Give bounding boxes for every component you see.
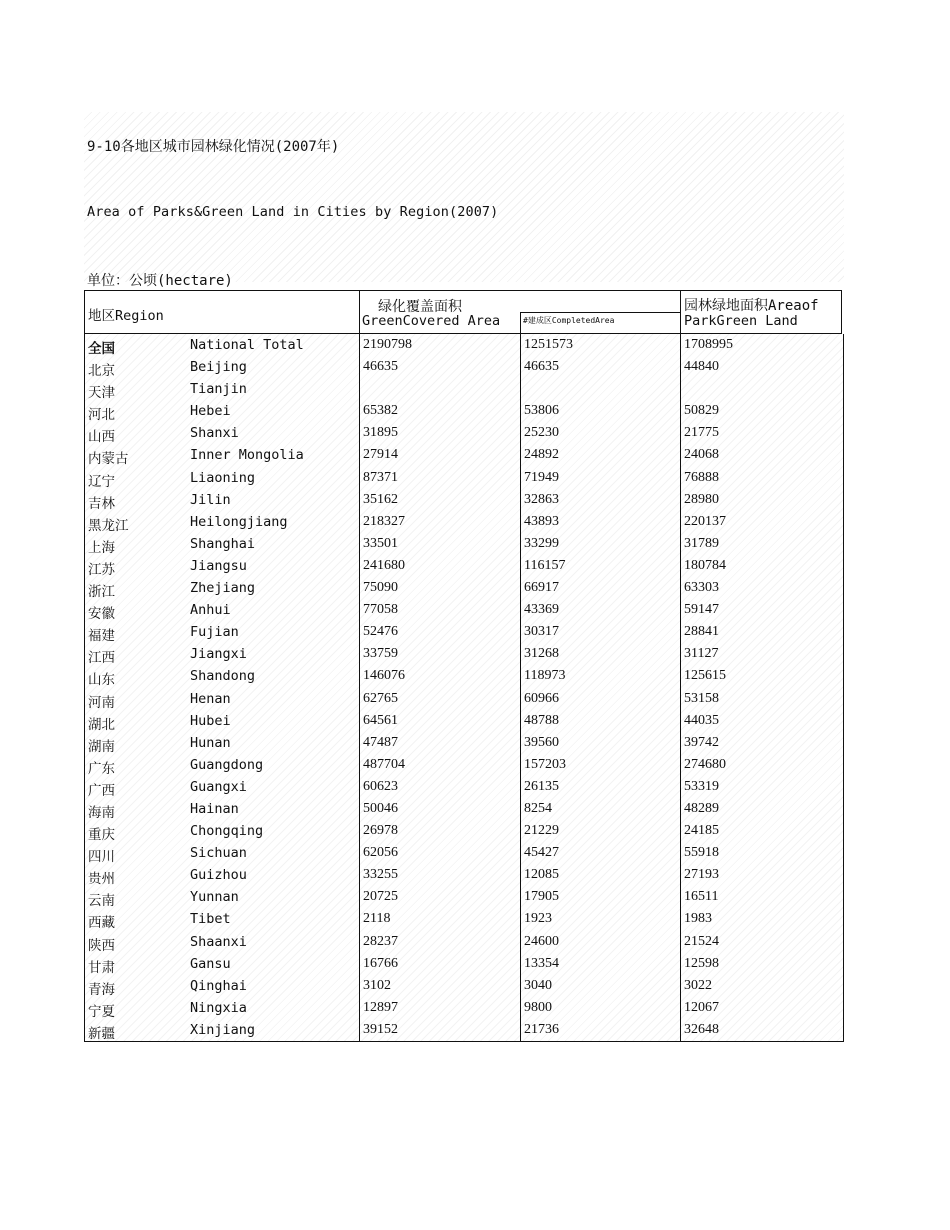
park-green-land-value: 44840 bbox=[684, 359, 719, 375]
park-green-land-value: 32648 bbox=[684, 1021, 719, 1037]
completed-area-value: 66917 bbox=[524, 580, 559, 596]
region-name-cn: 海南 bbox=[88, 804, 115, 821]
park-green-land-value: 55918 bbox=[684, 845, 719, 861]
region-name-cn: 福建 bbox=[88, 628, 115, 645]
region-name-en: National Total bbox=[190, 337, 304, 353]
park-green-land-value: 1708995 bbox=[684, 337, 733, 352]
green-covered-area-value: 33255 bbox=[363, 867, 398, 883]
header-park-area-line1: 园林绿地面积Areaof bbox=[684, 298, 819, 314]
park-green-land-value: 31127 bbox=[684, 646, 719, 662]
completed-area-value: 8254 bbox=[524, 800, 552, 816]
table-rows bbox=[84, 334, 842, 1041]
region-name-cn: 山西 bbox=[88, 429, 115, 446]
table-row bbox=[84, 334, 842, 356]
completed-area-value: 12085 bbox=[524, 867, 559, 883]
region-name-cn: 西藏 bbox=[88, 915, 115, 932]
table-row bbox=[84, 444, 842, 466]
completed-area-value: 21229 bbox=[524, 823, 559, 839]
region-name-en: Ningxia bbox=[190, 999, 247, 1016]
green-covered-area-value: 31895 bbox=[363, 425, 398, 441]
completed-area-value: 157203 bbox=[524, 756, 566, 772]
region-name-cn: 上海 bbox=[88, 539, 115, 556]
completed-area-value: 60966 bbox=[524, 690, 559, 706]
table-row bbox=[84, 1019, 842, 1041]
completed-area-value: 17905 bbox=[524, 889, 559, 905]
park-green-land-value: 21524 bbox=[684, 933, 719, 949]
region-name-cn: 北京 bbox=[88, 363, 115, 380]
region-name-en: Heilongjiang bbox=[190, 513, 288, 530]
region-name-en: Hunan bbox=[190, 734, 231, 751]
table-row bbox=[84, 665, 842, 687]
region-name-cn: 宁夏 bbox=[88, 1003, 115, 1020]
region-name-en: Chongqing bbox=[190, 823, 264, 840]
table-row bbox=[84, 710, 842, 732]
region-name-en: Yunnan bbox=[190, 889, 239, 906]
region-name-en: Shanghai bbox=[190, 535, 256, 552]
table-row bbox=[84, 997, 842, 1019]
green-covered-area-value: 33501 bbox=[363, 535, 398, 551]
table-title-english: Area of Parks&Green Land in Cities by Region(2007) bbox=[87, 204, 499, 220]
region-name-en: Sichuan bbox=[190, 845, 247, 862]
table-row bbox=[84, 378, 842, 400]
region-name-cn: 甘肃 bbox=[88, 959, 115, 976]
park-green-land-value: 12598 bbox=[684, 955, 719, 971]
table-row bbox=[84, 776, 842, 798]
region-name-cn: 贵州 bbox=[88, 871, 115, 888]
green-covered-area-value: 12897 bbox=[363, 999, 398, 1015]
region-name-cn: 湖北 bbox=[88, 716, 115, 733]
green-covered-area-value: 75090 bbox=[363, 580, 398, 596]
completed-area-value: 46635 bbox=[524, 359, 559, 375]
region-name-cn: 浙江 bbox=[88, 584, 115, 601]
table-row bbox=[84, 886, 842, 908]
green-covered-area-value: 52476 bbox=[363, 624, 398, 640]
table-row bbox=[84, 732, 842, 754]
green-covered-area-value: 35162 bbox=[363, 491, 398, 507]
table-row bbox=[84, 908, 842, 930]
green-covered-area-value: 39152 bbox=[363, 1021, 398, 1037]
region-name-cn: 天津 bbox=[88, 385, 115, 402]
region-name-en: Jilin bbox=[190, 491, 231, 508]
table-row bbox=[84, 400, 842, 422]
region-name-en: Guangdong bbox=[190, 756, 264, 773]
region-name-cn: 河南 bbox=[88, 694, 115, 711]
region-name-cn: 山东 bbox=[88, 672, 115, 689]
completed-area-value: 32863 bbox=[524, 491, 559, 507]
region-name-cn: 云南 bbox=[88, 893, 115, 910]
region-name-en: Guangxi bbox=[190, 778, 247, 795]
completed-area-value: 71949 bbox=[524, 469, 559, 485]
header-green-area-cn: 绿化覆盖面积 bbox=[378, 299, 462, 315]
table-row bbox=[84, 621, 842, 643]
region-name-en: Zhejiang bbox=[190, 580, 256, 597]
region-name-en: Jiangsu bbox=[190, 557, 247, 574]
region-name-en: Xinjiang bbox=[190, 1021, 256, 1038]
park-green-land-value: 27193 bbox=[684, 867, 719, 883]
region-name-en: Fujian bbox=[190, 624, 239, 641]
region-name-en: Hainan bbox=[190, 800, 239, 817]
completed-area-value: 13354 bbox=[524, 955, 559, 971]
region-name-en: Liaoning bbox=[190, 469, 256, 486]
region-name-en: Gansu bbox=[190, 955, 231, 972]
park-green-land-value: 220137 bbox=[684, 513, 726, 529]
table-row bbox=[84, 798, 842, 820]
table-row bbox=[84, 356, 842, 378]
header-region: 地区Region bbox=[88, 308, 164, 324]
completed-area-value: 30317 bbox=[524, 624, 559, 640]
park-green-land-value: 125615 bbox=[684, 668, 726, 684]
region-name-cn: 黑龙江 bbox=[88, 517, 129, 534]
green-covered-area-value: 487704 bbox=[363, 756, 405, 772]
completed-area-value: 26135 bbox=[524, 778, 559, 794]
region-name-en: Tianjin bbox=[190, 381, 247, 398]
header-park-area-line2: ParkGreen Land bbox=[684, 313, 798, 329]
region-name-cn: 陕西 bbox=[88, 937, 115, 954]
park-green-land-value: 24185 bbox=[684, 823, 719, 839]
park-green-land-value: 12067 bbox=[684, 999, 719, 1015]
green-covered-area-value: 16766 bbox=[363, 955, 398, 971]
region-name-en: Anhui bbox=[190, 602, 231, 619]
park-green-land-value: 28841 bbox=[684, 624, 719, 640]
region-name-en: Jiangxi bbox=[190, 646, 247, 663]
completed-area-value: 118973 bbox=[524, 668, 566, 684]
green-covered-area-value: 50046 bbox=[363, 800, 398, 816]
completed-area-value: 21736 bbox=[524, 1021, 559, 1037]
header-completed-area: #建成区CompletedArea bbox=[523, 316, 615, 325]
completed-area-value: 24600 bbox=[524, 933, 559, 949]
green-covered-area-value: 47487 bbox=[363, 734, 398, 750]
region-name-cn: 湖南 bbox=[88, 738, 115, 755]
region-name-cn: 青海 bbox=[88, 981, 115, 998]
park-green-land-value: 274680 bbox=[684, 756, 726, 772]
completed-area-value: 25230 bbox=[524, 425, 559, 441]
completed-area-value: 43369 bbox=[524, 602, 559, 618]
region-name-en: Shanxi bbox=[190, 425, 239, 442]
region-name-en: Qinghai bbox=[190, 977, 247, 994]
park-green-land-value: 16511 bbox=[684, 889, 719, 905]
green-covered-area-value: 64561 bbox=[363, 712, 398, 728]
region-name-cn: 辽宁 bbox=[88, 473, 115, 490]
unit-label: 单位：公顷(hectare) bbox=[87, 273, 233, 289]
park-green-land-value: 21775 bbox=[684, 425, 719, 441]
completed-area-value: 53806 bbox=[524, 403, 559, 419]
park-green-land-value: 39742 bbox=[684, 734, 719, 750]
table-row bbox=[84, 842, 842, 864]
park-green-land-value: 180784 bbox=[684, 557, 726, 573]
table-row bbox=[84, 599, 842, 621]
region-name-cn: 广西 bbox=[88, 782, 115, 799]
green-covered-area-value: 3102 bbox=[363, 977, 391, 993]
table-row bbox=[84, 533, 842, 555]
table-row bbox=[84, 467, 842, 489]
green-covered-area-value: 33759 bbox=[363, 646, 398, 662]
park-green-land-value: 48289 bbox=[684, 800, 719, 816]
region-name-en: Guizhou bbox=[190, 867, 247, 884]
park-green-land-value: 53158 bbox=[684, 690, 719, 706]
completed-area-value: 43893 bbox=[524, 513, 559, 529]
green-covered-area-value: 87371 bbox=[363, 469, 398, 485]
park-green-land-value: 76888 bbox=[684, 469, 719, 485]
region-name-cn: 全国 bbox=[88, 341, 115, 357]
park-green-land-value: 63303 bbox=[684, 580, 719, 596]
table-row bbox=[84, 555, 842, 577]
park-green-land-value: 31789 bbox=[684, 535, 719, 551]
green-covered-area-value: 60623 bbox=[363, 778, 398, 794]
table-title-chinese: 9-10各地区城市园林绿化情况(2007年) bbox=[87, 139, 340, 155]
region-name-cn: 江苏 bbox=[88, 561, 115, 578]
green-covered-area-value: 77058 bbox=[363, 602, 398, 618]
table-row bbox=[84, 688, 842, 710]
park-green-land-value: 59147 bbox=[684, 602, 719, 618]
park-green-land-value: 24068 bbox=[684, 447, 719, 463]
table-row bbox=[84, 820, 842, 842]
header-green-area-en: GreenCovered Area bbox=[362, 313, 501, 329]
park-green-land-value: 53319 bbox=[684, 778, 719, 794]
completed-area-value: 1251573 bbox=[524, 337, 573, 352]
completed-area-value: 48788 bbox=[524, 712, 559, 728]
completed-area-value: 33299 bbox=[524, 535, 559, 551]
green-covered-area-value: 65382 bbox=[363, 403, 398, 419]
green-covered-area-value: 26978 bbox=[363, 823, 398, 839]
table-row bbox=[84, 489, 842, 511]
completed-area-value: 31268 bbox=[524, 646, 559, 662]
park-green-land-value: 50829 bbox=[684, 403, 719, 419]
region-name-cn: 江西 bbox=[88, 650, 115, 667]
green-covered-area-value: 27914 bbox=[363, 447, 398, 463]
region-name-cn: 新疆 bbox=[88, 1025, 115, 1042]
table-row bbox=[84, 511, 842, 533]
park-green-land-value: 3022 bbox=[684, 977, 712, 993]
completed-area-value: 39560 bbox=[524, 734, 559, 750]
table-row bbox=[84, 931, 842, 953]
region-name-cn: 广东 bbox=[88, 760, 115, 777]
park-green-land-value: 28980 bbox=[684, 491, 719, 507]
table-row bbox=[84, 754, 842, 776]
table-row bbox=[84, 577, 842, 599]
green-covered-area-value: 2118 bbox=[363, 911, 391, 927]
table-row bbox=[84, 975, 842, 997]
green-covered-area-value: 46635 bbox=[363, 359, 398, 375]
park-green-land-value: 1983 bbox=[684, 911, 712, 927]
region-name-cn: 河北 bbox=[88, 407, 115, 424]
green-covered-area-value: 2190798 bbox=[363, 337, 412, 352]
table-row bbox=[84, 643, 842, 665]
completed-area-value: 45427 bbox=[524, 845, 559, 861]
completed-area-value: 9800 bbox=[524, 999, 552, 1015]
region-name-en: Beijing bbox=[190, 359, 247, 376]
region-name-cn: 重庆 bbox=[88, 827, 115, 844]
region-name-en: Shandong bbox=[190, 668, 256, 685]
region-name-en: Inner Mongolia bbox=[190, 447, 304, 464]
region-name-cn: 四川 bbox=[88, 849, 115, 866]
region-name-en: Henan bbox=[190, 690, 231, 707]
green-covered-area-value: 28237 bbox=[363, 933, 398, 949]
region-name-en: Tibet bbox=[190, 911, 231, 928]
region-name-en: Hubei bbox=[190, 712, 231, 729]
green-covered-area-value: 218327 bbox=[363, 513, 405, 529]
table-row bbox=[84, 864, 842, 886]
green-covered-area-value: 241680 bbox=[363, 557, 405, 573]
region-name-cn: 安徽 bbox=[88, 606, 115, 623]
completed-area-value: 3040 bbox=[524, 977, 552, 993]
completed-area-value: 116157 bbox=[524, 557, 566, 573]
table-row bbox=[84, 422, 842, 444]
park-green-land-value: 44035 bbox=[684, 712, 719, 728]
region-name-en: Hebei bbox=[190, 403, 231, 420]
green-covered-area-value: 62056 bbox=[363, 845, 398, 861]
green-covered-area-value: 146076 bbox=[363, 668, 405, 684]
completed-area-value: 1923 bbox=[524, 911, 552, 927]
region-name-en: Shaanxi bbox=[190, 933, 247, 950]
green-covered-area-value: 62765 bbox=[363, 690, 398, 706]
region-name-cn: 内蒙古 bbox=[88, 451, 129, 468]
green-covered-area-value: 20725 bbox=[363, 889, 398, 905]
table-row bbox=[84, 953, 842, 975]
completed-area-value: 24892 bbox=[524, 447, 559, 463]
region-name-cn: 吉林 bbox=[88, 495, 115, 512]
